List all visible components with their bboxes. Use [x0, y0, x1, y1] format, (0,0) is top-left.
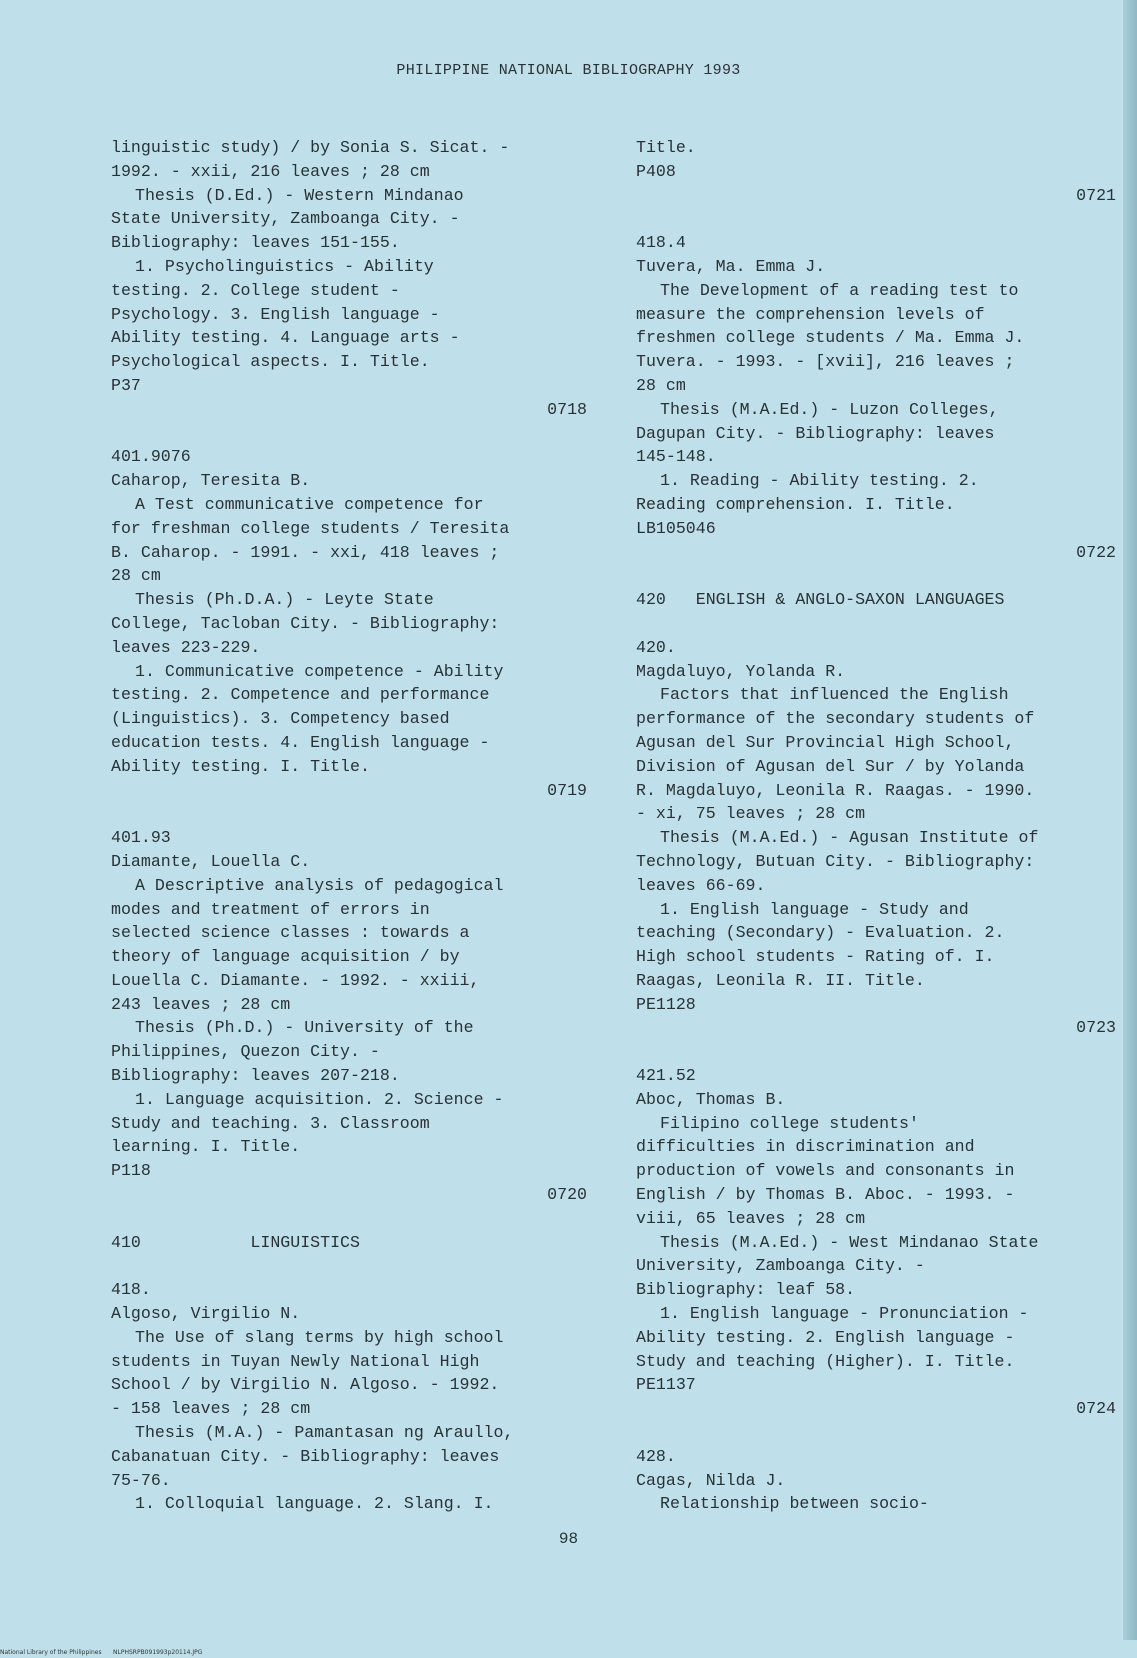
entry-line: Algoso, Virgilio N. [111, 1304, 301, 1324]
entry-line: (Linguistics). 3. Competency based [111, 709, 450, 729]
entry-line: PE1128 [636, 994, 696, 1014]
entry-line: testing. 2. College student - [111, 280, 400, 300]
entry-line: leaves 66-69. [636, 875, 766, 895]
entry-line: 1. Psycholinguistics - Ability [135, 256, 434, 276]
entry-line: Thesis (M.A.) - Pamantasan ng Araullo, [135, 1423, 514, 1443]
entry-line: Tuvera, Ma. Emma J. [636, 256, 826, 276]
entry-line: 1. Language acquisition. 2. Science - [135, 1089, 504, 1109]
entry-line: LB105046 [636, 518, 716, 538]
entry-line: Louella C. Diamante. - 1992. - xxiii, [111, 970, 480, 990]
entry-line: 418. [111, 1280, 151, 1300]
spacer [636, 1421, 1116, 1445]
entry-line: Philippines, Quezon City. - [111, 1042, 380, 1062]
entry-line: School / by Virgilio N. Algoso. - 1992. [111, 1375, 500, 1395]
entry-line: 418.4 [636, 233, 686, 253]
entry-line: Cabanatuan City. - Bibliography: leaves [111, 1446, 500, 1466]
entry-line: 28 cm [111, 566, 161, 586]
entry-line: B. Caharop. - 1991. - xxi, 418 leaves ; [111, 542, 500, 562]
entry-line: 421.52 [636, 1066, 696, 1086]
entry-line: Reading comprehension. I. Title. [636, 494, 955, 514]
entry-line: Cagas, Nilda J. [636, 1470, 786, 1490]
entry-line: freshmen college students / Ma. Emma J. [636, 328, 1025, 348]
page-header: PHILIPPINE NATIONAL BIBLIOGRAPHY 1993 [396, 62, 741, 79]
entry-line: education tests. 4. English language - [111, 732, 490, 752]
entry-line: Caharop, Teresita B. [111, 471, 311, 491]
entry-line: Division of Agusan del Sur / by Yolanda [636, 756, 1025, 776]
entry-line: 145-148. [636, 447, 716, 467]
entry-line: Study and teaching. 3. Classroom [111, 1113, 430, 1133]
entry-line: for freshman college students / Teresita [111, 518, 510, 538]
entry-line: Ability testing. 4. Language arts - [111, 328, 460, 348]
entry-line: leaves 223-229. [111, 637, 261, 657]
entry-line: performance of the secondary students of [636, 709, 1035, 729]
entry-line: Agusan del Sur Provincial High School, [636, 732, 1015, 752]
entry-line: The Use of slang terms by high school [135, 1327, 504, 1347]
entry-line: Study and teaching (Higher). I. Title. [636, 1351, 1015, 1371]
entry-line: Aboc, Thomas B. [636, 1089, 786, 1109]
entry-line: Psychological aspects. I. Title. [111, 352, 430, 372]
entry-number: 0724 [1076, 1399, 1116, 1419]
entry-line: modes and treatment of errors in [111, 899, 430, 919]
entry-line: 28 cm [636, 375, 686, 395]
page-edge [1123, 0, 1137, 1640]
entry-line: Filipino college students' [660, 1113, 919, 1133]
entry-line: PE1137 [636, 1375, 696, 1395]
entry-number: 0718 [547, 399, 587, 419]
entry-number: 0721 [1076, 185, 1116, 205]
entry-line: 1. Communicative competence - Ability [135, 661, 504, 681]
scan-footer: National Library of the Philippines NLPHSRPB091993p20114.JPG [0, 1649, 203, 1656]
entry-line: Bibliography: leaf 58. [636, 1280, 856, 1300]
entry-line: Magdaluyo, Yolanda R. [636, 661, 846, 681]
entry-line: teaching (Secondary) - Evaluation. 2. [636, 923, 1005, 943]
section-heading: 420 ENGLISH & ANGLO-SAXON LANGUAGES [636, 590, 1005, 610]
entry-line: production of vowels and consonants in [636, 1161, 1015, 1181]
entry-line: Bibliography: leaves 207-218. [111, 1066, 400, 1086]
spacer [636, 612, 1116, 636]
spacer [636, 564, 1116, 588]
entry-line: Ability testing. I. Title. [111, 756, 370, 776]
entry-line: High school students - Rating of. I. [636, 947, 995, 967]
entry-line: P37 [111, 375, 141, 395]
entry-line: English / by Thomas B. Aboc. - 1993. - [636, 1185, 1015, 1205]
entry-line: The Development of a reading test to [660, 280, 1019, 300]
entry-line: selected science classes : towards a [111, 923, 470, 943]
entry-line: Relationship between socio- [660, 1494, 929, 1514]
entry-line: Title. [636, 138, 696, 157]
page-number: 98 [558, 1530, 579, 1548]
entry-line: P118 [111, 1161, 151, 1181]
right-column [636, 136, 1116, 1516]
entry-line: linguistic study) / by Sonia S. Sicat. - [111, 138, 510, 157]
entry-line: 1. English language - Study and [660, 899, 969, 919]
entry-line: measure the comprehension levels of [636, 304, 985, 324]
entry-line: Thesis (M.A.Ed.) - Agusan Institute of [660, 828, 1039, 848]
entry-line: testing. 2. Competence and performance [111, 685, 490, 705]
entry-line: Factors that influenced the English [660, 685, 1009, 705]
left-column [111, 136, 587, 1516]
entry-number: 0723 [1076, 1018, 1116, 1038]
entry-line: 1992. - xxii, 216 leaves ; 28 cm [111, 161, 430, 181]
entry-line: viii, 65 leaves ; 28 cm [636, 1208, 866, 1228]
entry-line: Ability testing. 2. English language - [636, 1327, 1015, 1347]
entry-line: State University, Zamboanga City. - [111, 209, 460, 229]
entry-line: Thesis (M.A.Ed.) - West Mindanao State [660, 1232, 1039, 1252]
entry-line: R. Magdaluyo, Leonila R. Raagas. - 1990. [636, 780, 1035, 800]
entry-line: theory of language acquisition / by [111, 947, 460, 967]
entry-line: Technology, Butuan City. - Bibliography: [636, 851, 1035, 871]
entry-number: 0720 [547, 1185, 587, 1205]
entry-line: Raagas, Leonila R. II. Title. [636, 970, 925, 990]
entry-number: 0722 [1076, 542, 1116, 562]
entry-line: 1. English language - Pronunciation - [660, 1304, 1029, 1324]
spacer [111, 1254, 587, 1278]
entry-number: 0719 [547, 780, 587, 800]
entry-line: Thesis (Ph.D.A.) - Leyte State [135, 590, 434, 610]
spacer [111, 1207, 587, 1231]
entry-line: Thesis (D.Ed.) - Western Mindanao [135, 185, 464, 205]
entry-line: - xi, 75 leaves ; 28 cm [636, 804, 866, 824]
entry-line: University, Zamboanga City. - [636, 1256, 925, 1276]
entry-line: difficulties in discrimination and [636, 1137, 975, 1157]
entry-line: learning. I. Title. [111, 1137, 301, 1157]
entry-line: 75-76. [111, 1470, 171, 1490]
entry-line: students in Tuyan Newly National High [111, 1351, 480, 1371]
entry-line: Thesis (Ph.D.) - University of the [135, 1018, 474, 1038]
entry-line: Diamante, Louella C. [111, 851, 311, 871]
entry-line: 243 leaves ; 28 cm [111, 994, 291, 1014]
entry-line: 428. [636, 1446, 676, 1466]
entry-line: 1. Reading - Ability testing. 2. [660, 471, 979, 491]
entry-line: Thesis (M.A.Ed.) - Luzon Colleges, [660, 399, 999, 419]
entry-line: P408 [636, 161, 676, 181]
spacer [636, 207, 1116, 231]
entry-line: 401.93 [111, 828, 171, 848]
entry-line: Dagupan City. - Bibliography: leaves [636, 423, 995, 443]
spacer [111, 422, 587, 446]
entry-line: A Descriptive analysis of pedagogical [135, 875, 504, 895]
spacer [636, 1040, 1116, 1064]
entry-line: A Test communicative competence for [135, 494, 484, 514]
entry-line: 401.9076 [111, 447, 191, 467]
entry-line: Tuvera. - 1993. - [xvii], 216 leaves ; [636, 352, 1015, 372]
spacer [111, 802, 587, 826]
entry-line: College, Tacloban City. - Bibliography: [111, 613, 500, 633]
entry-line: 420. [636, 637, 676, 657]
entry-line: Psychology. 3. English language - [111, 304, 440, 324]
entry-line: 1. Colloquial language. 2. Slang. I. [135, 1494, 494, 1514]
entry-line: - 158 leaves ; 28 cm [111, 1399, 311, 1419]
entry-line: Bibliography: leaves 151-155. [111, 233, 400, 253]
section-heading: 410 LINGUISTICS [111, 1232, 360, 1252]
